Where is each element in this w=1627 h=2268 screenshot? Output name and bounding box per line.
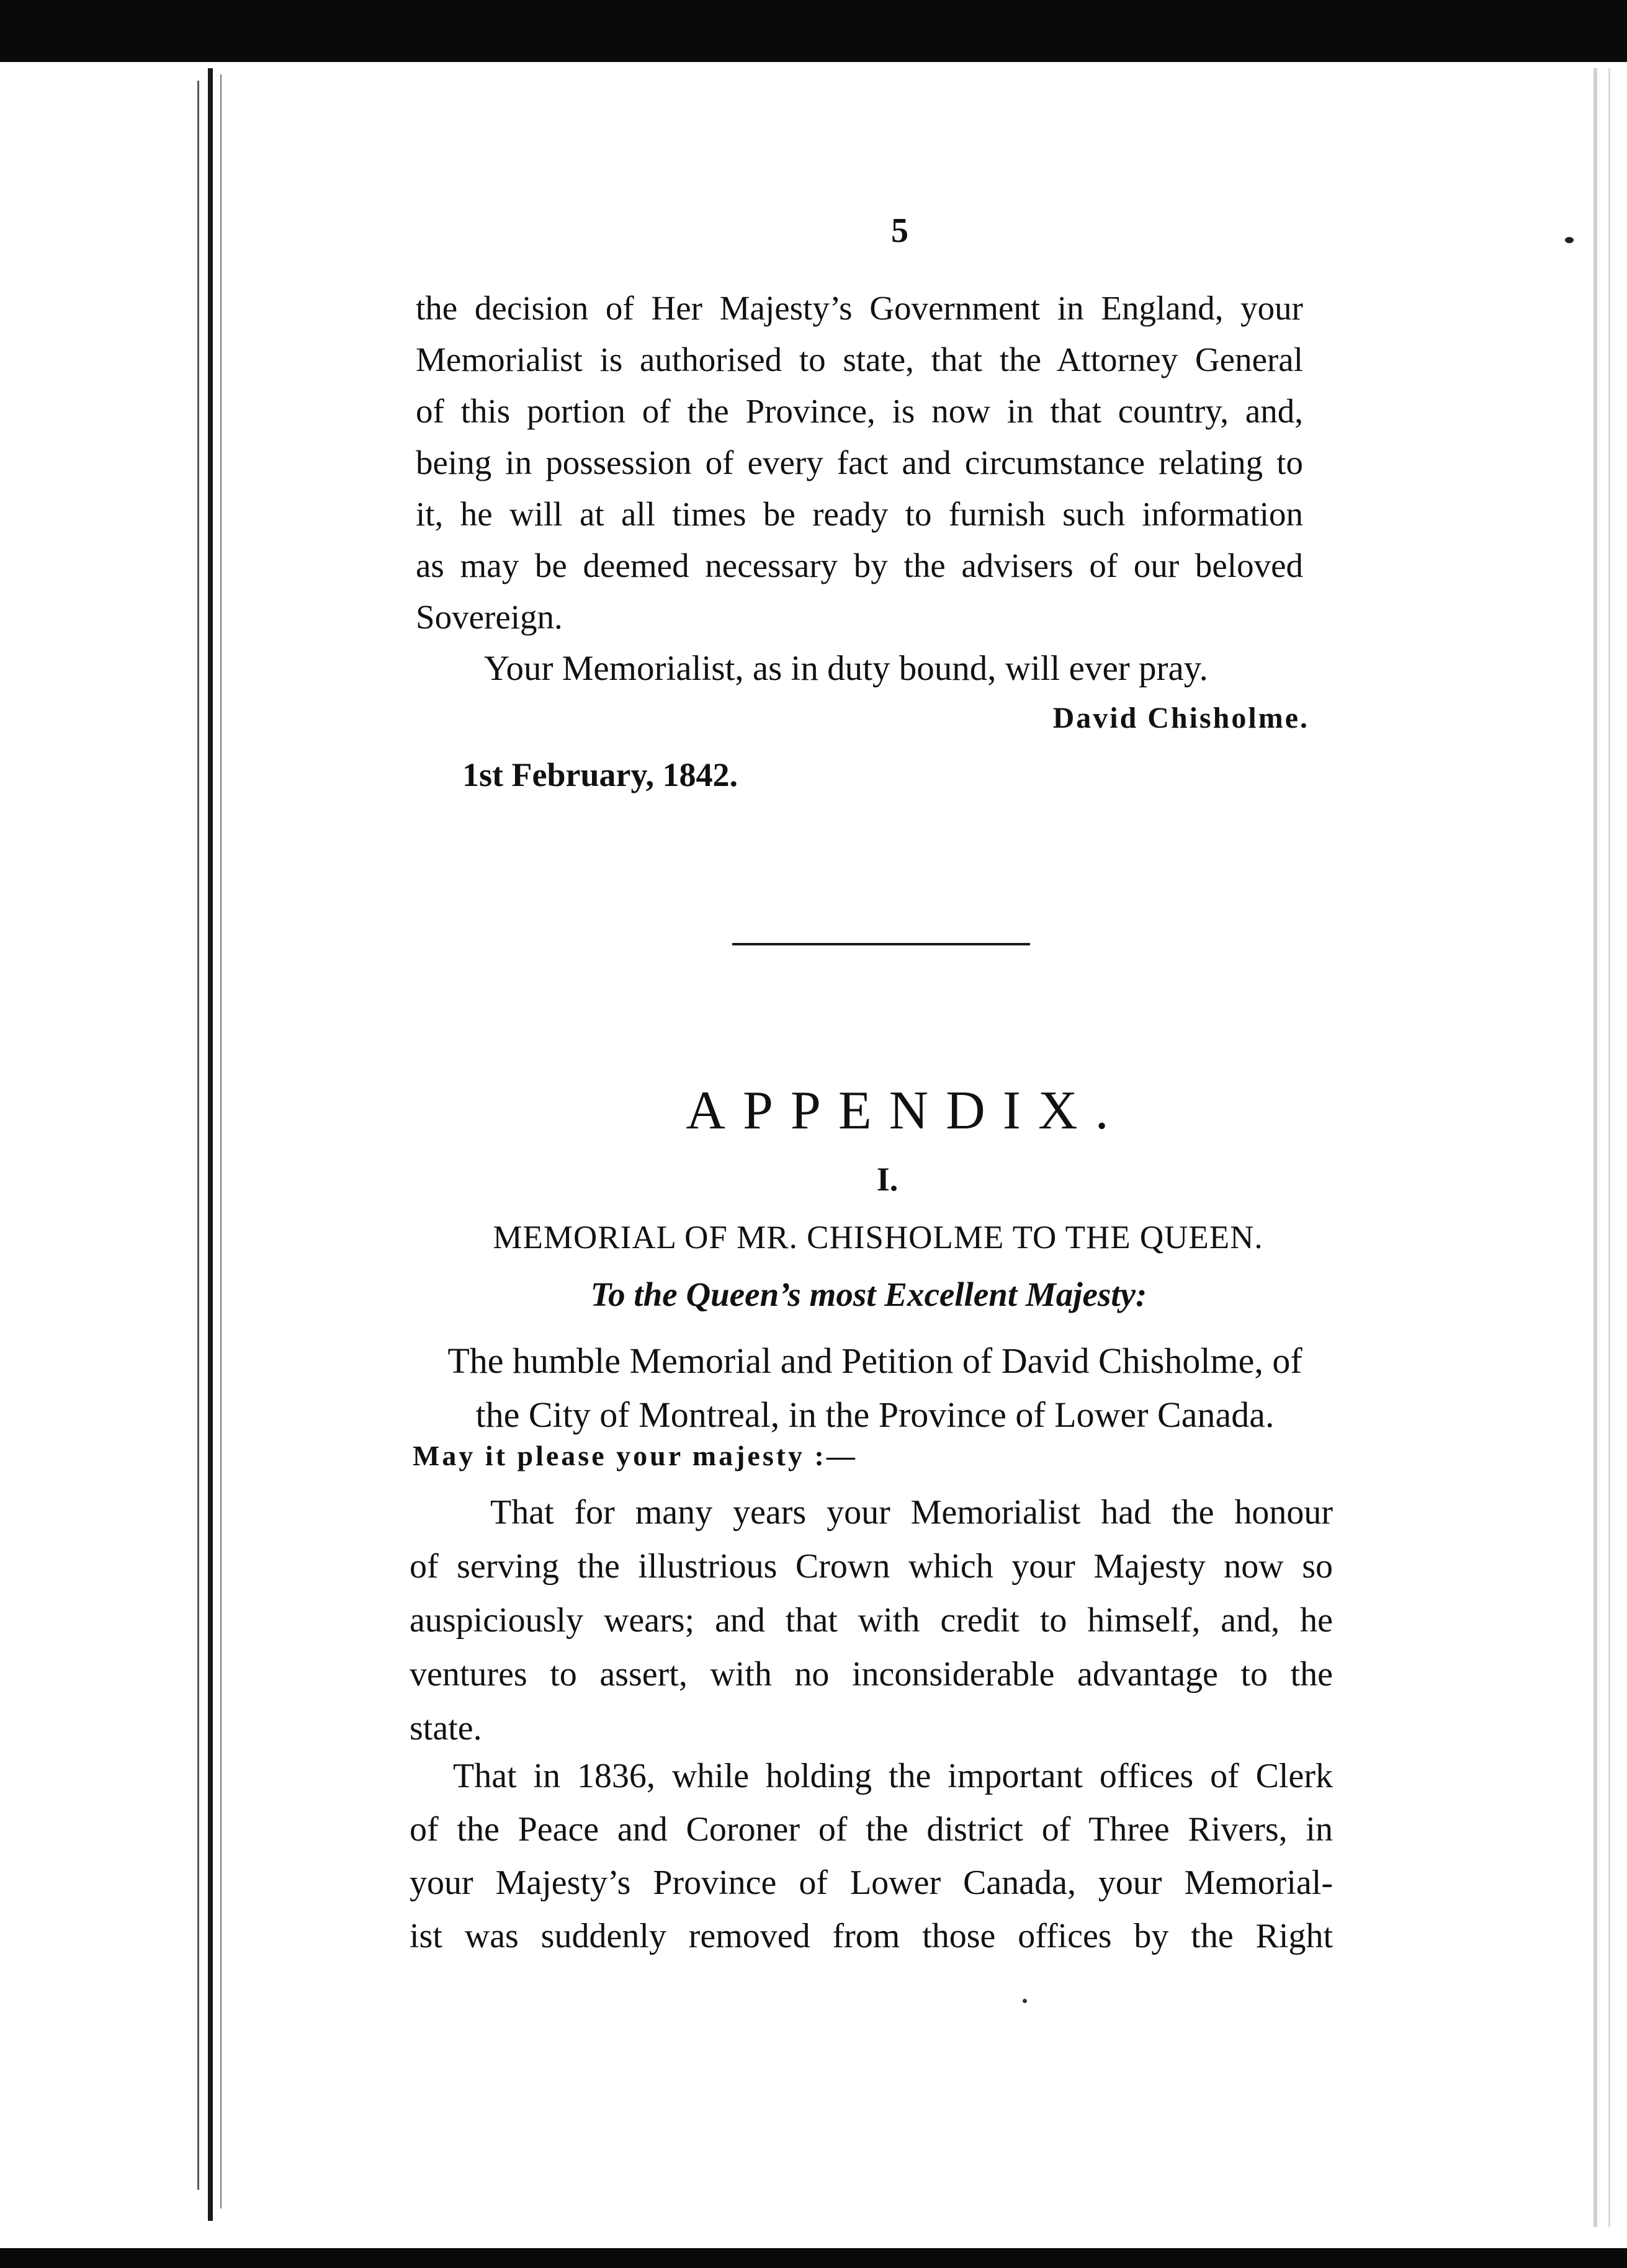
petition-paragraph-two bbox=[410, 1749, 1333, 1963]
appendix-number: I. bbox=[876, 1161, 899, 1198]
page-right-edge-outer bbox=[1608, 68, 1610, 2227]
text-line: the decision of Her Majesty’s Government in England, your bbox=[416, 289, 1303, 327]
text-line: of the Peace and Coroner of the district of Three Rivers, in bbox=[410, 1810, 1333, 1849]
text-line: of this portion of the Province, is now in that country, and, bbox=[416, 392, 1303, 430]
text-line: The humble Memorial and Petition of David Chisholme, of bbox=[447, 1341, 1302, 1381]
closing-line: Your Memorialist, as in duty bound, will ever pray. bbox=[484, 649, 1208, 688]
text-line: Sovereign. bbox=[416, 598, 563, 636]
salutation-text: May it please your majesty :— bbox=[413, 1440, 858, 1471]
date-line: 1st February, 1842. bbox=[462, 756, 738, 793]
memorial-paragraph-continued bbox=[416, 282, 1303, 643]
page-number: 5 bbox=[891, 212, 908, 250]
text-line: state. bbox=[410, 1709, 482, 1748]
appendix-title: APPENDIX. bbox=[686, 1081, 1126, 1141]
book-spine-edge bbox=[208, 68, 213, 2221]
margin-mark bbox=[1565, 237, 1574, 243]
text-line: of serving the illustrious Crown which your Majesty now so bbox=[410, 1547, 1333, 1586]
memorial-heading: MEMORIAL OF MR. CHISHOLME TO THE QUEEN. bbox=[493, 1220, 1263, 1256]
address-line: To the Queen’s most Excellent Majesty: bbox=[590, 1275, 1147, 1313]
text-line: your Majesty’s Province of Lower Canada, your Memorial- bbox=[410, 1864, 1333, 1902]
book-spine-shadow bbox=[197, 81, 199, 2190]
scan-bottom-border bbox=[0, 2248, 1627, 2268]
petition-paragraph-one bbox=[410, 1486, 1333, 1756]
text-line: it, he will at all times be ready to furnish such information bbox=[416, 495, 1303, 533]
page-gutter bbox=[0, 62, 208, 2248]
scan-top-border bbox=[0, 0, 1627, 62]
petition-title bbox=[410, 1334, 1340, 1442]
text-line: ist was suddenly removed from those offices by the Right bbox=[410, 1917, 1333, 1955]
text-line: ventures to assert, with no inconsiderable advantage to the bbox=[410, 1655, 1333, 1694]
salutation bbox=[413, 1439, 1095, 1472]
text-line: That for many years your Memorialist had the honour bbox=[490, 1493, 1333, 1532]
book-spine-inner-edge bbox=[220, 74, 222, 2208]
text-line: That in 1836, while holding the important offices of Clerk bbox=[453, 1757, 1333, 1795]
text-line: as may be deemed necessary by the advisers of our beloved bbox=[416, 547, 1303, 584]
section-divider bbox=[732, 943, 1030, 945]
text-line: being in possession of every fact and circumstance relating to bbox=[416, 444, 1303, 481]
text-line: auspiciously wears; and that with credit to himself, and, he bbox=[410, 1601, 1333, 1640]
signature: David Chisholme. bbox=[1052, 702, 1309, 734]
text-line: the City of Montreal, in the Province of Lower Canada. bbox=[475, 1395, 1275, 1435]
text-line: Memorialist is authorised to state, that the Attorney General bbox=[416, 341, 1303, 378]
printing-mark bbox=[1023, 1999, 1027, 2003]
page-right-edge bbox=[1593, 68, 1597, 2227]
